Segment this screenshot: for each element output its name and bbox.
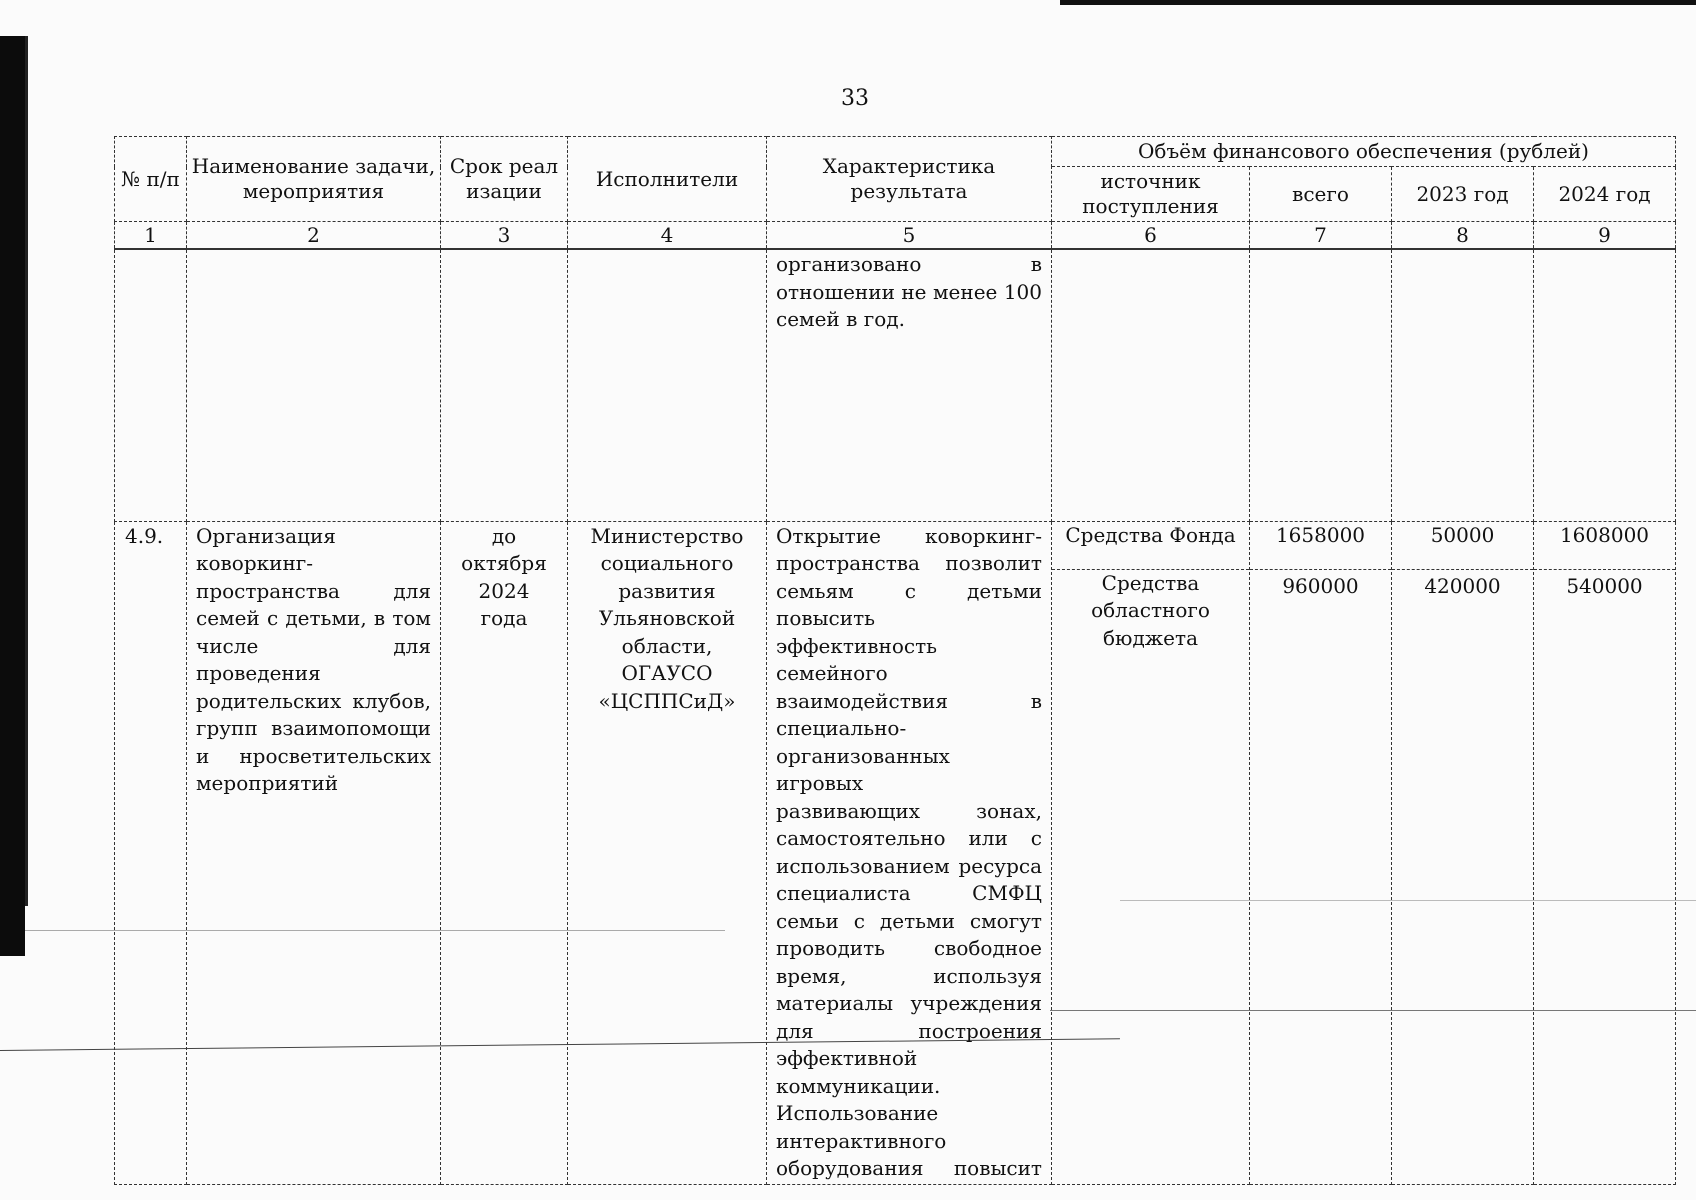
result-line: для построения: [776, 1018, 1042, 1043]
header-name: Наименование задачи, мероприятия: [187, 137, 441, 222]
scan-edge-shadow-left-inner: [25, 36, 28, 906]
name-line: числе для проведения: [196, 633, 431, 685]
column-number: 8: [1392, 222, 1534, 250]
name-line: групп взаимопомощи: [196, 716, 431, 740]
funding-total-regional: 960000: [1282, 573, 1359, 598]
funding-2024-regional: 540000: [1566, 573, 1643, 598]
result-line: семей в год.: [776, 307, 905, 331]
continuation-row: [115, 249, 1676, 521]
result-line: проводить свободное: [776, 936, 1042, 960]
header-funding-group: Объём финансового обеспечения (рублей): [1052, 137, 1676, 167]
header-term: Срок реализации: [441, 137, 568, 222]
table-row-4-9: [115, 521, 1676, 1184]
name-line: пространства для: [196, 578, 431, 603]
funding-2023-regional: 420000: [1424, 573, 1501, 598]
result-line: эффективной: [776, 1046, 918, 1070]
column-number: 4: [568, 222, 767, 250]
column-number: 2: [187, 222, 441, 250]
name-line: Организация: [196, 523, 336, 548]
result-line: взаимодействия в: [776, 688, 1042, 713]
result-line: оборудования повысит: [776, 1156, 1042, 1180]
scan-edge-line-top: [1060, 0, 1696, 5]
row-result: [767, 521, 1052, 1184]
column-number: 7: [1250, 222, 1392, 250]
result-line: время, используя: [776, 963, 1042, 988]
row-term: до октября 2024 года: [441, 521, 568, 1184]
scan-edge-shadow-left: [0, 36, 25, 956]
funding-2023-fund: 50000: [1392, 522, 1533, 570]
funding-2023-cell: [1392, 521, 1534, 1184]
row-executors: Министерство социального развития Ульяновской области, ОГАУСО «ЦСППСиД»: [568, 521, 767, 1184]
result-line: организовано в: [776, 252, 1042, 276]
result-line: организованных игровых: [776, 743, 950, 795]
name-line: семей с детьми, в том: [196, 606, 431, 630]
result-line: самостоятельно или с: [776, 826, 1042, 850]
header-executors: Исполнители: [568, 137, 767, 222]
result-line: коммуникации.: [776, 1073, 941, 1098]
funding-2024-fund: 1608000: [1534, 522, 1675, 570]
header-total: всего: [1250, 167, 1392, 222]
result-line: семьям с детьми: [776, 578, 1042, 603]
column-number: 5: [767, 222, 1052, 250]
funding-source-regional: Средства областного бюджета: [1091, 570, 1210, 650]
result-line: пространства позволит: [776, 551, 1042, 575]
column-number-row: [115, 222, 1676, 250]
result-line: специально-: [776, 716, 907, 740]
result-line: интерактивного: [776, 1128, 947, 1153]
result-line: семьи с детьми смогут: [776, 908, 1042, 933]
result-line: семейного: [776, 661, 888, 685]
page-number: 33: [841, 86, 869, 111]
name-line: мероприятий: [196, 771, 339, 795]
funding-source-fund: Средства Фонда: [1052, 522, 1249, 570]
result-line: специалиста СМФЦ: [776, 881, 1042, 905]
header-num: № п/п: [115, 137, 187, 222]
row-num: 4.9.: [115, 521, 187, 1184]
header-source: источник поступления: [1052, 167, 1250, 222]
header-year-2024: 2024 год: [1534, 167, 1676, 222]
column-number: 9: [1534, 222, 1676, 250]
funding-total-cell: [1250, 521, 1392, 1184]
header-year-2023: 2023 год: [1392, 167, 1534, 222]
result-line: Использование: [776, 1101, 939, 1125]
result-line: использованием ресурса: [776, 853, 1042, 878]
program-table: [114, 136, 1676, 1185]
result-line: материалы учреждения: [776, 991, 1042, 1015]
result-line: Открытие коворкинг-: [776, 523, 1042, 548]
column-number: 6: [1052, 222, 1250, 250]
continuation-result: [767, 249, 1052, 521]
column-number: 3: [441, 222, 568, 250]
result-line: развивающих зонах,: [776, 798, 1042, 823]
row-name: [187, 521, 441, 1184]
funding-total-fund: 1658000: [1250, 522, 1391, 570]
name-line: и нросветительских: [196, 743, 431, 768]
name-line: коворкинг-: [196, 551, 314, 575]
funding-2024-cell: [1534, 521, 1676, 1184]
header-result: Характеристика результата: [767, 137, 1052, 222]
result-line: отношении не менее 100: [776, 279, 1042, 304]
name-line: родительских клубов,: [196, 688, 431, 713]
column-number: 1: [115, 222, 187, 250]
result-line: повысить эффективность: [776, 606, 938, 658]
funding-source-cell: [1052, 521, 1250, 1184]
